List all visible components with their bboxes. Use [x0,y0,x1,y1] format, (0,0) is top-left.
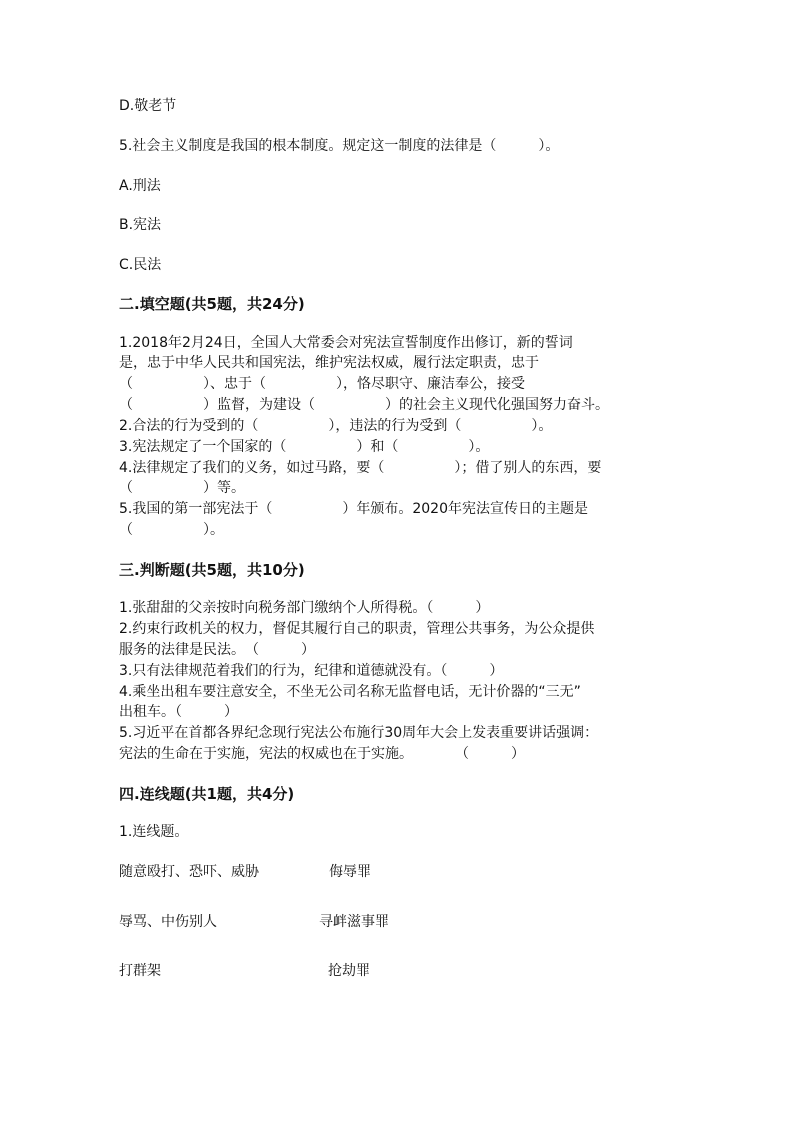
fill-blank-line: 5.我国的第一部宪法于（ ）年颁布。2020年宪法宣传日的主题是 [119,501,588,517]
match-left-item: 打群架 [119,963,161,979]
matching-question: 1.连线题。 [119,824,189,840]
fill-blank-line: （ ）监督，为建设（ ）的社会主义现代化强国努力奋斗。 [119,397,609,413]
judgment-line: 3.只有法律规范着我们的行为，纪律和道德就没有。（ ） [119,663,504,679]
match-right-item: 寻衅滋事罪 [319,914,389,930]
question-5-option-b: B.宪法 [119,217,162,233]
judgment-line: 出租车。（ ） [119,704,238,720]
question-5-option-a: A.刑法 [119,178,161,194]
fill-blank-line: 是，忠于中华人民共和国宪法，维护宪法权威，履行法定职责，忠于 [119,355,539,371]
section-2-heading: 二.填空题(共5题，共24分) [119,295,305,313]
fill-blank-line: 3.宪法规定了一个国家的（ ）和（ ）。 [119,439,490,455]
section-4-heading: 四.连线题(共1题，共4分) [119,785,295,803]
question-4-option-d: D.敬老节 [119,98,177,114]
judgment-line: 1.张甜甜的父亲按时向税务部门缴纳个人所得税。（ ） [119,600,490,616]
question-5-stem: 5.社会主义制度是我国的根本制度。规定这一制度的法律是（ ）。 [119,138,560,154]
match-left-item: 辱骂、中伤别人 [119,914,217,930]
judgment-line: 服务的法律是民法。 （ ） [119,642,315,658]
match-right-item: 抢劫罪 [328,963,370,979]
match-left-item: 随意殴打、恐吓、威胁 [119,864,259,880]
judgment-line: 宪法的生命在于实施，宪法的权威也在于实施。 （ ） [119,746,525,762]
fill-blank-line: 2.合法的行为受到的（ ），违法的行为受到（ ）。 [119,418,553,434]
match-right-item: 侮辱罪 [329,864,371,880]
fill-blank-line: （ ）、忠于（ ），恪尽职守、廉洁奉公，接受 [119,376,525,392]
judgment-line: 2.约束行政机关的权力，督促其履行自己的职责，管理公共事务，为公众提供 [119,621,595,637]
fill-blank-line: （ ）等。 [119,480,245,496]
judgment-line: 4.乘坐出租车要注意安全，不坐无公司名称无监督电话，无计价器的“三无” [119,684,581,700]
fill-blank-line: 1.2018年2月24日，全国人大常委会对宪法宣誓制度作出修订，新的誓词 [119,335,573,351]
fill-blank-line: 4.法律规定了我们的义务，如过马路，要（ ）；借了别人的东西，要 [119,460,602,476]
section-3-heading: 三.判断题(共5题，共10分) [119,561,305,579]
fill-blank-line: （ ）。 [119,522,224,538]
judgment-line: 5.习近平在首都各界纪念现行宪法公布施行30周年大会上发表重要讲话强调： [119,725,599,741]
question-5-option-c: C.民法 [119,257,162,273]
